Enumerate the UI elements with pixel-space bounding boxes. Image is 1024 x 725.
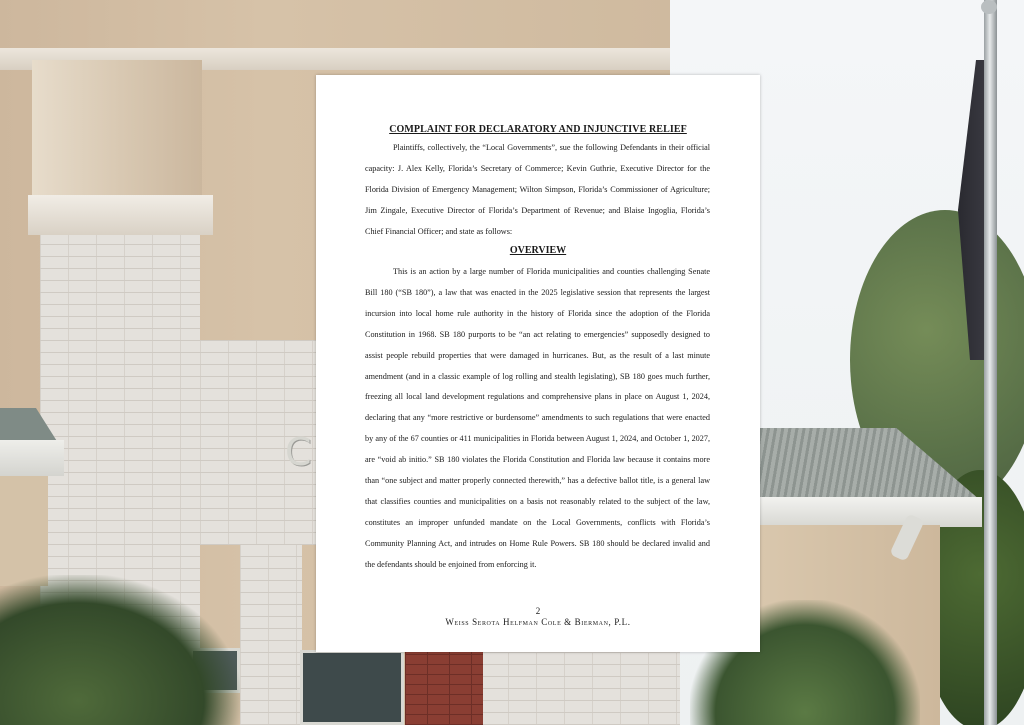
footer-firm-name: Weiss Serota Helfman Cole & Bierman, P.L. <box>445 617 631 627</box>
overview-paragraph: This is an action by a large number of Florida municipalities and counties challenging Senate Bill 180 (“SB 180”), a law that was enacted in the 2025 legislative session that represents the largest incursion into local home rule authority in the history of Florida since the adoption of the Florida Constitution in 1968. SB 180 purports to be “an act relating to emergencies” supposedly designed to assist people rebuild properties that were damaged in hurricanes. But, as the result of a last minute amendment (and in a classic example of log rolling and stealth legislating), SB 180 goes much further, freezing all local land development regulations and comprehensive plans in place on August 1, 2024, declaring that any “more restrictive or burdensome” amendments to such regulations that were enacted by any of the 67 counties or 411 municipalities in Florida between August 1, 2024, and October 1, 2027, are “void ab initio.” SB 180 violates the Florida Constitution and Florida law because it contains more than “one subject and matter properly connected therewith,” has a defective ballot title, is a general law that classifies counties and municipalities on a basis not reasonably related to the subject of the law, constitutes an improper unfunded mandate on the Local Governments, conflicts with Florida’s Community Planning Act, and intrudes on Home Rule Powers. SB 180 should be declared invalid and the defendants should be enjoined from enforcing it. <box>365 267 710 569</box>
building-wall-left <box>0 476 48 586</box>
page-number: 2 <box>535 606 541 616</box>
intro-paragraph: Plaintiffs, collectively, the “Local Governments”, sue the following Defendants in their official capacity: J. Alex Kelly, Florida’s Secretary of Commerce; Kevin Guthrie, Executive Director for the Florida Division of Emergency Management; Wilton Simpson, Florida’s Commissioner of Agriculture; Jim Zingale, Executive Director of Florida’s Department of Revenue; and Blaise Ingoglia, Florida’s Chief Financial Officer; and state as follows: <box>365 143 710 236</box>
document-title: COMPLAINT FOR DECLARATORY AND INJUNCTIVE RELIEF <box>389 124 687 135</box>
flagpole-finial <box>981 0 997 14</box>
red-brick-wall <box>405 650 483 725</box>
document-page <box>316 75 760 652</box>
roof-fascia <box>0 440 64 476</box>
building-sign-letter: C <box>285 430 312 474</box>
section-heading-overview: OVERVIEW <box>509 245 567 256</box>
brick-column <box>240 545 302 725</box>
brick-column <box>480 650 680 725</box>
building-pillar-top <box>32 60 202 200</box>
building-window <box>300 650 404 725</box>
flagpole <box>984 0 997 725</box>
roof-fascia <box>760 497 982 527</box>
palm-tree <box>0 575 240 725</box>
pillar-cornice <box>28 195 213 235</box>
